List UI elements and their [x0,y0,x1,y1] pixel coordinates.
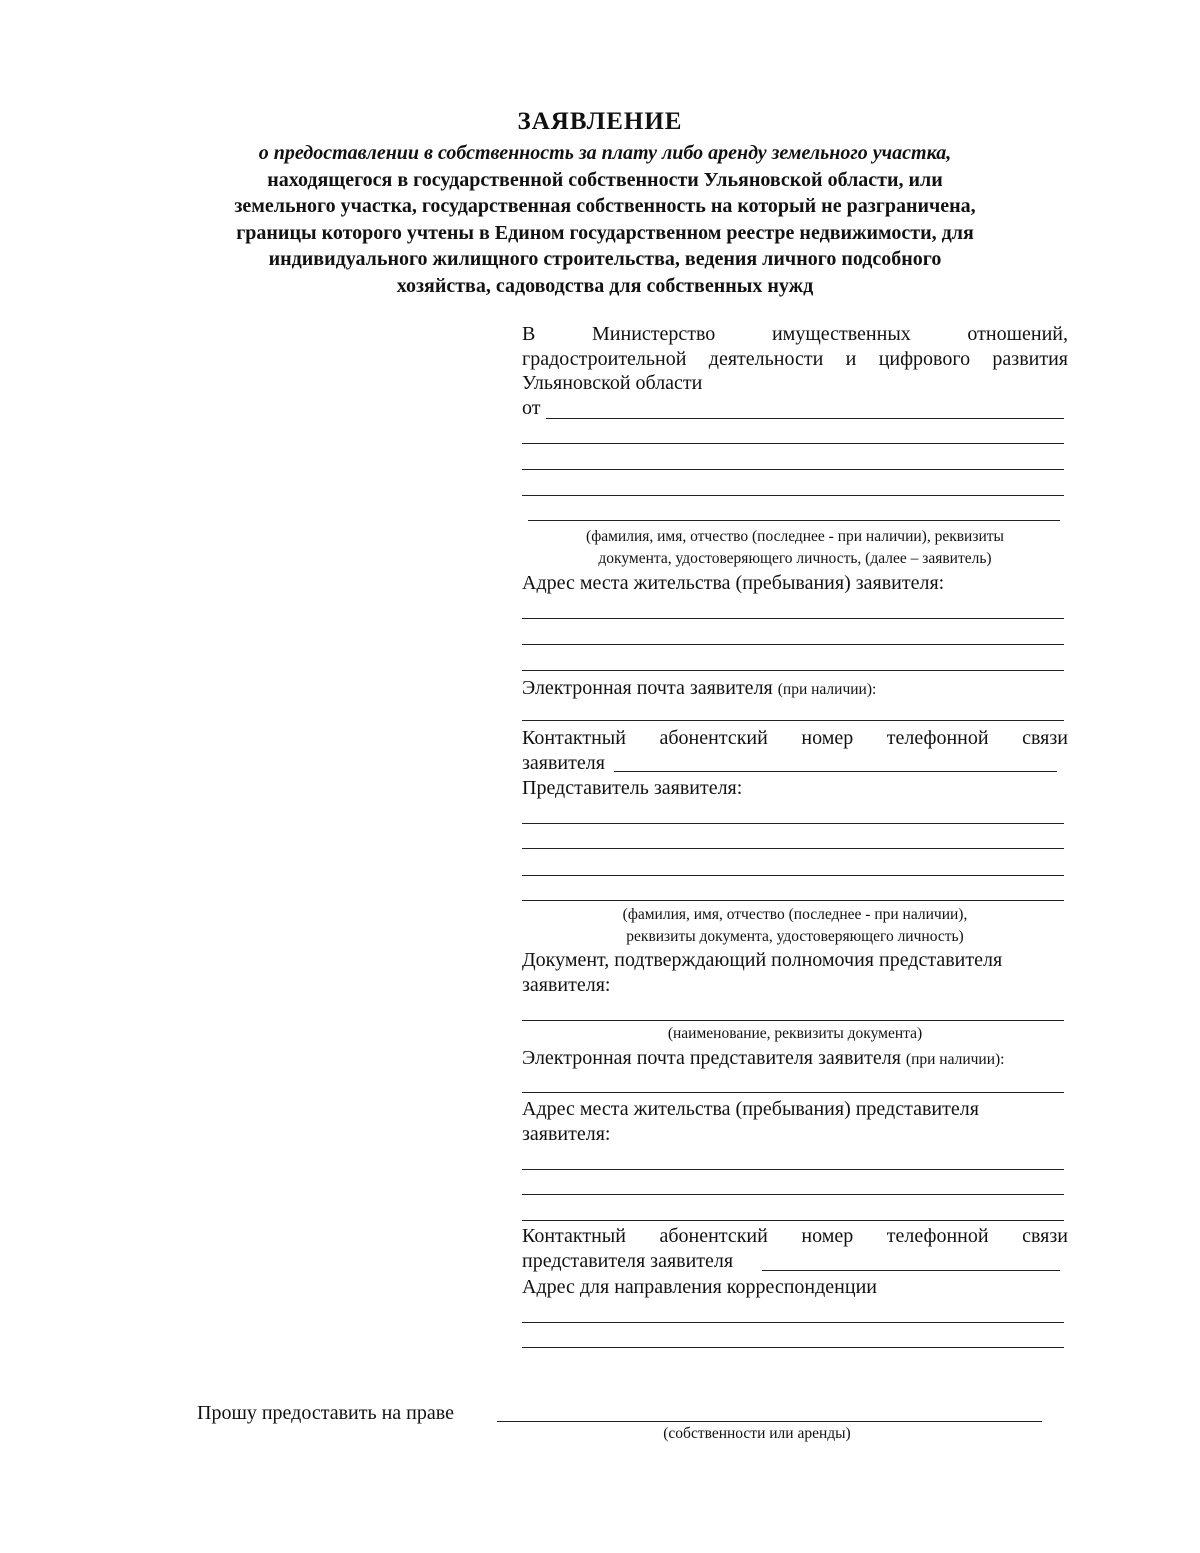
applicant-email-field[interactable] [522,720,1064,721]
rep-address-line: Адрес места жительства (пребывания) представителя [522,1098,979,1120]
authority-doc-caption: (наименование, реквизиты документа) [667,1025,923,1042]
email-label-text: Электронная почта представителя заявителя [522,1047,901,1069]
subtitle-line: земельного участка, государственная собственность на который не разграничена, [234,195,976,217]
email-label-note: (при наличии): [777,681,877,698]
applicant-name-field[interactable] [522,495,1064,496]
caption-line: реквизиты документа, удостоверяющего личность) [626,928,964,945]
rep-address-field[interactable] [522,1220,1064,1221]
representative-field[interactable] [522,875,1064,876]
addressee-block [522,322,1068,396]
representative-caption [522,904,1068,948]
applicant-email-label [522,676,1068,703]
subtitle-line: находящегося в государственной собственности Ульяновской области, или [267,168,943,191]
rep-email-field[interactable] [522,1092,1064,1093]
subtitle-line: хозяйства, садоводства для собственных нужд [396,274,814,297]
applicant-name-field[interactable] [522,469,1064,470]
representative-field[interactable] [522,848,1064,849]
subtitle-line: индивидуального жилищного строительства, ведения личного подсобного [268,248,942,270]
addressee-line: Ульяновской области [522,372,703,394]
addressee-line: градостроительной деятельности и цифрового развития [522,347,1068,370]
subtitle-line: о предоставлении в собственность за плату либо аренду земельного участка, [258,142,952,164]
correspondence-field[interactable] [522,1322,1064,1323]
email-label-note: (при наличии): [905,1051,1005,1068]
rep-address-field[interactable] [522,1194,1064,1195]
applicant-address-field[interactable] [522,618,1064,619]
applicant-phone-field[interactable] [614,771,1057,772]
rep-phone-field[interactable] [762,1270,1060,1271]
applicant-name-field[interactable] [546,418,1064,419]
applicant-address-field[interactable] [522,644,1064,645]
request-caption: (собственности или аренды) [663,1425,851,1442]
correspondence-label: Адрес для направления корреспонденции [522,1276,877,1298]
authority-doc-field[interactable] [522,1020,1064,1021]
rep-address-field[interactable] [522,1169,1064,1170]
correspondence-field[interactable] [522,1347,1064,1348]
authority-doc-label [522,948,1068,997]
document-title: ЗАЯВЛЕНИЕ [517,108,683,135]
request-right-field[interactable] [497,1421,1042,1422]
rep-address-line: заявителя: [522,1122,611,1145]
applicant-name-field[interactable] [522,443,1064,444]
rep-phone-block [522,1224,1068,1273]
rep-email-label [522,1046,1068,1073]
applicant-name-field[interactable] [528,520,1060,521]
representative-field[interactable] [522,900,1064,901]
caption-line: (фамилия, имя, отчество (последнее - при наличии), реквизиты [586,528,1004,545]
phone-label-line: Контактный абонентский номер телефонной связи [522,1225,1068,1247]
phone-label-line: Контактный абонентский номер телефонной связи [522,727,1068,749]
applicant-address-label: Адрес места жительства (пребывания) заявителя: [522,572,945,594]
email-label-text: Электронная почта заявителя [522,677,773,699]
caption-line: (фамилия, имя, отчество (последнее - при наличии), [622,906,968,923]
rep-address-label [522,1097,1068,1146]
authority-doc-line: Документ, подтверждающий полномочия представителя [522,949,1003,971]
representative-field[interactable] [522,823,1064,824]
addressee-line: В Министерство имущественных отношений, [522,323,1068,345]
authority-doc-line: заявителя: [522,973,611,996]
representative-label: Представитель заявителя: [522,777,743,799]
applicant-caption [522,526,1068,570]
caption-line: документа, удостоверяющего личность, (далее – заявитель) [598,550,992,567]
request-label: Прошу предоставить на праве [197,1402,454,1424]
applicant-phone-block [522,726,1068,775]
from-label: от [522,397,541,419]
phone-label-line: представителя заявителя [522,1249,734,1272]
document-subtitle [160,140,1050,299]
applicant-address-field[interactable] [522,670,1064,671]
phone-label-line: заявителя [522,751,605,774]
subtitle-line: границы которого учтены в Едином государственном реестре недвижимости, для [236,221,974,244]
